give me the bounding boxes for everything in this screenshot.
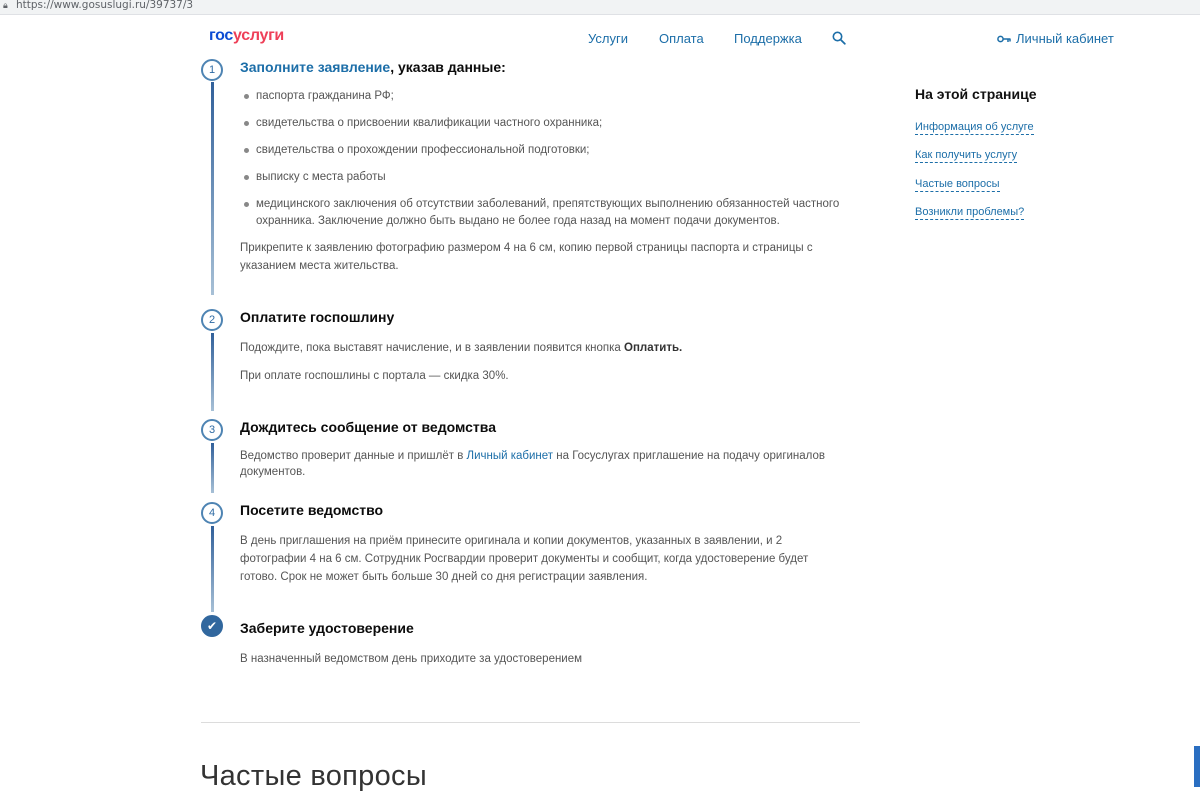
browser-url[interactable]: https://www.gosuslugi.ru/39737/3 <box>16 0 194 11</box>
site-header <box>0 15 1200 61</box>
step-2-text-main: Подождите, пока выставят начисление, и в заявлении появится кнопка <box>240 342 625 354</box>
key-icon <box>997 34 1011 44</box>
timeline-line-4 <box>211 526 214 612</box>
pay-button-mention: Оплатить. <box>624 342 683 354</box>
sidebar-link-how-to-get[interactable]: Как получить услугу <box>915 149 1018 161</box>
fill-application-link[interactable]: Заполните заявление <box>240 59 391 75</box>
sidebar-link-faq[interactable]: Частые вопросы <box>915 178 1000 190</box>
bullet-training: свидетельства о прохождении профессиональной подготовки; <box>256 144 590 156</box>
bullet-passport: паспорта гражданина РФ; <box>256 90 394 102</box>
step-1-note: Прикрепите к заявлению фотографию размером 4 на 6 см, копию первой страницы паспорта и страницы с указанием места жительства. <box>240 242 813 272</box>
bullet-dot <box>244 202 249 207</box>
nav-payment[interactable]: Оплата <box>659 31 704 46</box>
step-1-title-rest: , указав данные: <box>390 59 506 75</box>
step-3-text <box>240 448 860 480</box>
bullet-qualification: свидетельства о присвоении квалификации частного охранника; <box>256 117 603 129</box>
step-4-text: В день приглашения на приём принесите оригинала и копии документов, указанных в заявлении, и 2 фотографии 4 на 6 см. Сотрудник Росгвардии проверит документы и сообщит, когда удостоверение будет готово. Срок не может быть больше 30 дней со дня регистрации заявления. <box>240 535 809 583</box>
feedback-tab[interactable] <box>1194 746 1200 787</box>
timeline-line-3 <box>211 443 214 493</box>
step-2-title: Оплатите госпошлину <box>240 309 395 325</box>
bullet-dot <box>244 121 249 126</box>
step-number-2: 2 <box>201 309 223 331</box>
step-2-text <box>240 339 860 357</box>
timeline-line-1 <box>211 82 214 295</box>
personal-cabinet-inline-link[interactable]: Личный кабинет <box>466 450 554 462</box>
search-icon[interactable] <box>832 31 846 45</box>
lock-icon: 🔒︎ <box>3 1 8 11</box>
check-icon: ✔ <box>201 615 223 637</box>
bullet-dot <box>244 175 249 180</box>
sidebar-link-service-info[interactable]: Информация об услуге <box>915 121 1034 133</box>
step-3-text-pre: Ведомство проверит данные и пришлёт в <box>240 450 467 462</box>
personal-cabinet-label: Личный кабинет <box>1016 31 1114 46</box>
gosuslugi-logo[interactable] <box>209 27 284 45</box>
logo-part-uslugi: услуги <box>233 27 284 44</box>
nav-support[interactable]: Поддержка <box>734 31 802 46</box>
step-number-4: 4 <box>201 502 223 524</box>
bullet-employment: выписку с места работы <box>256 171 386 183</box>
step-4-title: Посетите ведомство <box>240 502 384 518</box>
logo-part-gos: гос <box>209 27 234 44</box>
faq-heading: Частые вопросы <box>200 760 427 792</box>
step-1-title <box>240 59 506 75</box>
sidebar-title: На этой странице <box>915 86 1037 102</box>
bullet-dot <box>244 94 249 99</box>
sidebar-link-problems[interactable]: Возникли проблемы? <box>915 206 1025 218</box>
nav-services[interactable]: Услуги <box>588 31 628 46</box>
step-5-title: Заберите удостоверение <box>240 620 414 636</box>
step-3-text-post: на Госуслугах приглашение на подачу оригиналов документов. <box>240 450 826 478</box>
step-3-title: Дождитесь сообщение от ведомства <box>240 419 496 435</box>
step-number-1: 1 <box>201 59 223 81</box>
timeline-line-2 <box>211 333 214 411</box>
personal-cabinet-link[interactable] <box>997 31 1114 46</box>
bullet-medical: медицинского заключения об отсутствии заболеваний, препятствующих выполнению обязанностей частного охранника. Заключение должно быть выдано не более года назад на момент подачи документов. <box>256 198 840 227</box>
step-number-3: 3 <box>201 419 223 441</box>
browser-address-bar[interactable] <box>0 0 1200 15</box>
bullet-dot <box>244 148 249 153</box>
step-5-text: В назначенный ведомством день приходите за удостоверением <box>240 653 583 665</box>
step-2-discount: При оплате госпошлины с портала — скидка 30%. <box>240 370 509 382</box>
section-divider <box>201 722 860 723</box>
